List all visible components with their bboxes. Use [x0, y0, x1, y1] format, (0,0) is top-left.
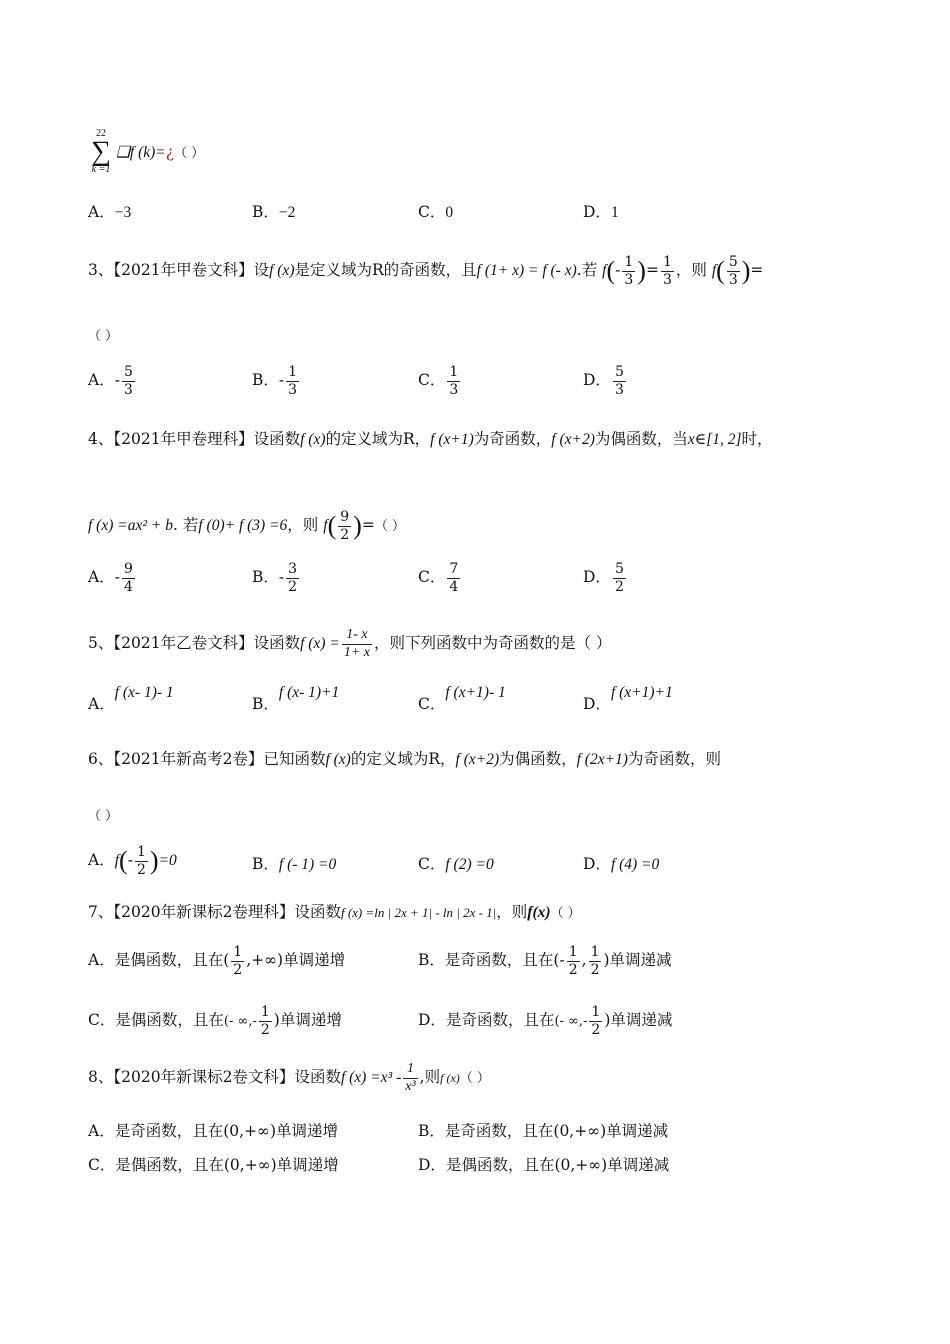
q8-option-b: B．是奇函数，且在(0,+∞)单调递减	[418, 1122, 669, 1140]
question-5: 5、【2021年乙卷文科】设函数f (x) = $\frac{1- x}{1+ x}$ ，则下列函数中为奇函数的是（ ）	[88, 627, 612, 660]
q4-option-a: A．- $\frac{9}{4}$	[88, 561, 133, 595]
q3-option-c: C． $\frac{1}{3}$	[418, 364, 459, 398]
question-6-bracket: （ ）	[88, 809, 119, 824]
q7-option-b: B．是奇函数，且在(- $\frac{1}{2}$ , $\frac{1}{2}$ )单调递减	[418, 944, 672, 978]
q3-option-d: D． $\frac{5}{3}$	[583, 364, 624, 398]
summation-symbol: 22 ∑ k =1	[86, 128, 116, 175]
q3-option-b: B．- $\frac{1}{3}$	[252, 364, 298, 398]
q8-option-d: D．是偶函数，且在(0,+∞)单调递减	[418, 1156, 670, 1174]
question-4: 4、【2021年甲卷理科】设函数f (x)的定义域为R，f (x+1)为奇函数，f (x+2)为偶函数，当x∈[1, 2]时，	[88, 430, 773, 448]
q4-option-d: D． $\frac{5}{2}$	[583, 561, 624, 595]
sum-expression: ❑f (k)=¿（ ）	[116, 143, 205, 161]
q3-option-a: A．- $\frac{5}{3}$	[88, 364, 133, 398]
question-3-bracket: （ ）	[88, 329, 119, 344]
option-a: A．−3	[88, 203, 132, 221]
q8-option-a: A．是奇函数，且在(0,+∞)单调递增	[88, 1122, 338, 1140]
question-3: 3、【2021年甲卷文科】设f (x)是定义域为R的奇函数，且f (1+ x) = f (- x).若 f(- $\frac{1}{3}$ )= $\frac{1}{3}$ ，则 f( $\frac{5}{3}$ )=	[88, 254, 764, 288]
q6-option-a: A．f(- $\frac{1}{2}$ )=0	[88, 844, 177, 878]
q7-option-a: A．是偶函数，且在( $\frac{1}{2}$ ,+∞)单调递增	[88, 944, 346, 978]
q7-option-d: D．是奇函数，且在(- ∞,- $\frac{1}{2}$ )单调递减	[418, 1004, 673, 1038]
option-c: C．0	[418, 203, 454, 221]
q5-option-a: A．f (x- 1)- 1	[88, 684, 174, 713]
option-b: B．−2	[252, 203, 296, 221]
q7-option-c: C．是偶函数，且在(- ∞,- $\frac{1}{2}$ )单调递增	[88, 1004, 342, 1038]
sum-lower: k =1	[91, 164, 111, 176]
question-7: 7、【2020年新课标2卷理科】设函数f (x) =ln | 2x + 1| - ln | 2x - 1|，则f(x)（ ）	[88, 903, 581, 921]
question-6: 6、【2021年新高考2卷】已知函数f (x)的定义域为R，f (x+2)为偶函数，f (2x+1)为奇函数，则	[88, 750, 721, 768]
sum-upper: 22	[96, 128, 106, 139]
q4-option-b: B．- $\frac{3}{2}$	[252, 561, 298, 595]
q5-option-d: D．f (x+1)+1	[583, 684, 673, 713]
question-4-line2: f (x) =ax² + b. 若f (0)+ f (3) =6，则 f( $\frac{9}{2}$ )=（ ）	[88, 509, 405, 543]
question-8: 8、【2020年新课标2卷文科】设函数f (x) =x³ - $\frac{1}{\text{x³}}$ ,则f (x)（ ）	[88, 1061, 490, 1094]
q5-option-b: B．f (x- 1)+1	[252, 684, 340, 713]
q5-option-c: C．f (x+1)- 1	[418, 684, 506, 713]
q8-option-c: C．是偶函数，且在(0,+∞)单调递增	[88, 1156, 339, 1174]
q6-option-c: C．f (2) =0	[418, 855, 494, 873]
q6-option-b: B．f (- 1) =0	[252, 855, 337, 873]
option-d: D．1	[583, 203, 619, 221]
q6-option-d: D．f (4) =0	[583, 855, 660, 873]
q4-option-c: C． $\frac{7}{4}$	[418, 561, 459, 595]
